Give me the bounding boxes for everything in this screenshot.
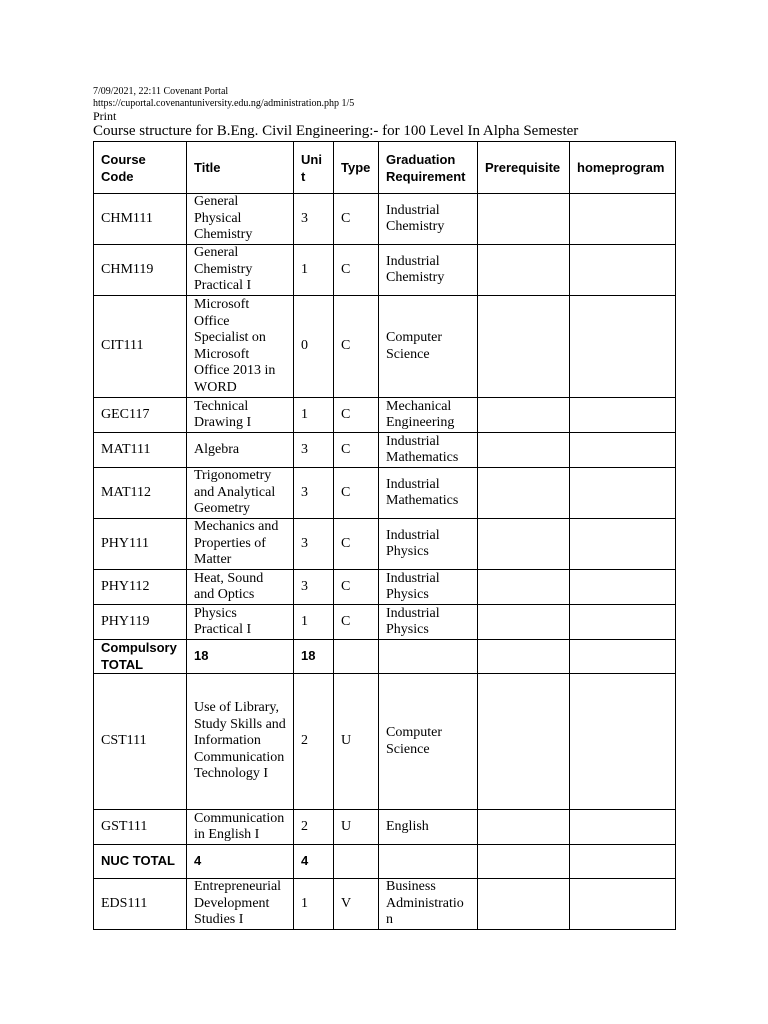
cell-prerequisite (478, 398, 570, 433)
cell-course-code: CHM111 (94, 194, 187, 245)
table-row (94, 879, 676, 930)
cell-title: Physics Practical I (187, 605, 294, 640)
cell-type (334, 640, 379, 674)
cell-type: C (334, 245, 379, 296)
cell-prerequisite (478, 433, 570, 468)
print-link[interactable]: Print (93, 109, 117, 123)
table-row (94, 433, 676, 468)
cell-type: U (334, 674, 379, 810)
cell-unit: 1 (294, 398, 334, 433)
cell-unit: 1 (294, 245, 334, 296)
cell-course-code: PHY111 (94, 519, 187, 570)
table-row (94, 519, 676, 570)
cell-homeprogram (570, 810, 676, 845)
cell-course-code: GST111 (94, 810, 187, 845)
cell-prerequisite (478, 245, 570, 296)
cell-title: General Physical Chemistry (187, 194, 294, 245)
cell-graduation-requirement: Computer Science (379, 674, 478, 810)
cell-graduation-requirement (379, 845, 478, 879)
cell-unit: 2 (294, 674, 334, 810)
cell-course-code: MAT111 (94, 433, 187, 468)
column-header-graduation-requirement: Graduation Requirement (379, 142, 478, 194)
cell-prerequisite (478, 810, 570, 845)
cell-type: C (334, 519, 379, 570)
cell-graduation-requirement: Industrial Mathematics (379, 468, 478, 519)
cell-course-code: EDS111 (94, 879, 187, 930)
cell-title: Heat, Sound and Optics (187, 570, 294, 605)
table-row (94, 194, 676, 245)
cell-type: C (334, 433, 379, 468)
cell-title: Trigonometry and Analytical Geometry (187, 468, 294, 519)
table-row (94, 810, 676, 845)
cell-homeprogram (570, 640, 676, 674)
cell-title: General Chemistry Practical I (187, 245, 294, 296)
page-title: Course structure for B.Eng. Civil Engineering:- for 100 Level In Alpha Semester (93, 123, 579, 139)
cell-graduation-requirement: Industrial Physics (379, 519, 478, 570)
cell-type: C (334, 194, 379, 245)
table-header-row (94, 142, 676, 194)
cell-unit: 1 (294, 605, 334, 640)
cell-homeprogram (570, 398, 676, 433)
cell-prerequisite (478, 640, 570, 674)
cell-course-code: CHM119 (94, 245, 187, 296)
cell-type (334, 845, 379, 879)
column-header-type: Type (334, 142, 379, 194)
table-row (94, 605, 676, 640)
cell-prerequisite (478, 570, 570, 605)
column-header-unit: Unit (294, 142, 334, 194)
cell-course-code: PHY112 (94, 570, 187, 605)
cell-prerequisite (478, 879, 570, 930)
cell-prerequisite (478, 194, 570, 245)
cell-course-code: GEC117 (94, 398, 187, 433)
cell-type: C (334, 468, 379, 519)
cell-title: Use of Library, Study Skills and Information Communication Technology I (187, 674, 294, 810)
print-header-date: 7/09/2021, 22:11 Covenant Portal (93, 86, 229, 97)
cell-graduation-requirement (379, 640, 478, 674)
cell-homeprogram (570, 433, 676, 468)
cell-graduation-requirement: Industrial Chemistry (379, 245, 478, 296)
table-total-row (94, 845, 676, 879)
print-header-url: https://cuportal.covenantuniversity.edu.ng/administration.php 1/5 (93, 98, 355, 109)
cell-homeprogram (570, 245, 676, 296)
cell-total-label: Compulsory TOTAL (94, 640, 187, 674)
cell-homeprogram (570, 674, 676, 810)
table-total-row (94, 640, 676, 674)
cell-total-value: 4 (187, 845, 294, 879)
cell-unit: 2 (294, 810, 334, 845)
column-header-homeprogram: homeprogram (570, 142, 676, 194)
cell-course-code: CIT111 (94, 296, 187, 398)
cell-homeprogram (570, 194, 676, 245)
cell-graduation-requirement: Industrial Physics (379, 605, 478, 640)
cell-graduation-requirement: Mechanical Engineering (379, 398, 478, 433)
cell-graduation-requirement: Industrial Mathematics (379, 433, 478, 468)
table-row (94, 468, 676, 519)
cell-unit: 3 (294, 519, 334, 570)
table-row (94, 570, 676, 605)
cell-course-code: MAT112 (94, 468, 187, 519)
cell-prerequisite (478, 605, 570, 640)
cell-total-unit: 18 (294, 640, 334, 674)
cell-prerequisite (478, 296, 570, 398)
course-structure-table (93, 141, 676, 930)
cell-homeprogram (570, 879, 676, 930)
cell-homeprogram (570, 296, 676, 398)
cell-type: V (334, 879, 379, 930)
cell-unit: 1 (294, 879, 334, 930)
cell-total-label: NUC TOTAL (94, 845, 187, 879)
cell-type: C (334, 296, 379, 398)
cell-title: Technical Drawing I (187, 398, 294, 433)
cell-homeprogram (570, 519, 676, 570)
cell-homeprogram (570, 605, 676, 640)
cell-title: Algebra (187, 433, 294, 468)
cell-title: Entrepreneurial Development Studies I (187, 879, 294, 930)
cell-type: U (334, 810, 379, 845)
cell-unit: 3 (294, 194, 334, 245)
cell-title: Microsoft Office Specialist on Microsoft Office 2013 in WORD (187, 296, 294, 398)
column-header-course-code: Course Code (94, 142, 187, 194)
cell-unit: 3 (294, 468, 334, 519)
cell-type: C (334, 398, 379, 433)
cell-unit: 0 (294, 296, 334, 398)
cell-title: Mechanics and Properties of Matter (187, 519, 294, 570)
cell-homeprogram (570, 570, 676, 605)
cell-prerequisite (478, 674, 570, 810)
cell-graduation-requirement: Industrial Chemistry (379, 194, 478, 245)
cell-unit: 3 (294, 570, 334, 605)
cell-prerequisite (478, 519, 570, 570)
cell-course-code: PHY119 (94, 605, 187, 640)
cell-graduation-requirement: Industrial Physics (379, 570, 478, 605)
cell-type: C (334, 570, 379, 605)
table-row (94, 296, 676, 398)
column-header-title: Title (187, 142, 294, 194)
cell-homeprogram (570, 845, 676, 879)
table-row (94, 674, 676, 810)
cell-unit: 3 (294, 433, 334, 468)
cell-prerequisite (478, 468, 570, 519)
table-row (94, 245, 676, 296)
cell-type: C (334, 605, 379, 640)
cell-homeprogram (570, 468, 676, 519)
cell-prerequisite (478, 845, 570, 879)
cell-graduation-requirement: Business Administration (379, 879, 478, 930)
column-header-prerequisite: Prerequisite (478, 142, 570, 194)
cell-graduation-requirement: Computer Science (379, 296, 478, 398)
cell-total-value: 18 (187, 640, 294, 674)
cell-title: Communication in English I (187, 810, 294, 845)
cell-total-unit: 4 (294, 845, 334, 879)
cell-graduation-requirement: English (379, 810, 478, 845)
cell-course-code: CST111 (94, 674, 187, 810)
table-row (94, 398, 676, 433)
